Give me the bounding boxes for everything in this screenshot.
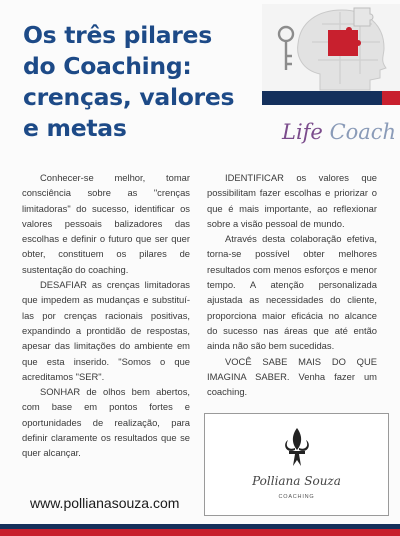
- paragraph: Através desta colaboração efetiva, torna-se possível obter melhores resultados com menos esforços e menor tempo. A atenção personalizada ajustada as necessidades do cliente, proporciona maior eficácia no alcance do sucesso nas áreas que até então ainda não são bem sucedidas.: [207, 233, 377, 352]
- logo-subtitle: COACHING: [278, 494, 315, 500]
- title-line-2: do Coaching:: [23, 52, 192, 80]
- logo-name: Polliana Souza: [252, 474, 341, 488]
- page-title: [23, 20, 263, 144]
- polliana-souza-logo-box: [204, 413, 389, 516]
- paragraph: IDENTIFICAR os valores que possibilitam fazer escolhas e priorizar o que é mais importante, ao reflexionar sobre a visão pessoal de mundo.: [207, 172, 377, 229]
- fleur-de-lis-icon: [280, 426, 314, 470]
- head-puzzle-key-icon: [262, 4, 400, 92]
- website-link[interactable]: www.pollianasouza.com: [30, 495, 180, 511]
- left-text-column: [22, 170, 190, 461]
- title-line-1: Os três pilares: [23, 21, 212, 49]
- paragraph: SONHAR de olhos bem abertos, com base em pontos fortes e oportunidades de realização, para definir claramente os resultados que se quer alcançar.: [22, 386, 190, 459]
- life-coach-logo: Life Coach: [282, 120, 397, 144]
- footer-red-bar: [0, 529, 400, 536]
- paragraph: Conhecer-se melhor, tomar consciência sobre as "crenças limitadoras" do sucesso, identificar os valores pessoais balizadores das escolhas e definir o futuro que ser quer obter, constituem os pilares de sustentação do coaching.: [22, 172, 190, 275]
- paragraph: VOCÊ SABE MAIS DO QUE IMAGINA SABER. Venha fazer um coaching.: [207, 355, 377, 398]
- right-text-column: [207, 170, 377, 399]
- title-line-4: e metas: [23, 114, 127, 142]
- paragraph: DESAFIAR as crenças limitadoras que impedem as mudanças e substituí-las por crenças racionais positivas, expandindo a prontidão de respostas, apesar das limitações do ambiente em que esta inserido. "Somos o que acreditamos "SER".: [22, 279, 190, 382]
- header-accent-bar: [262, 91, 400, 105]
- title-line-3: crenças, valores: [23, 83, 235, 111]
